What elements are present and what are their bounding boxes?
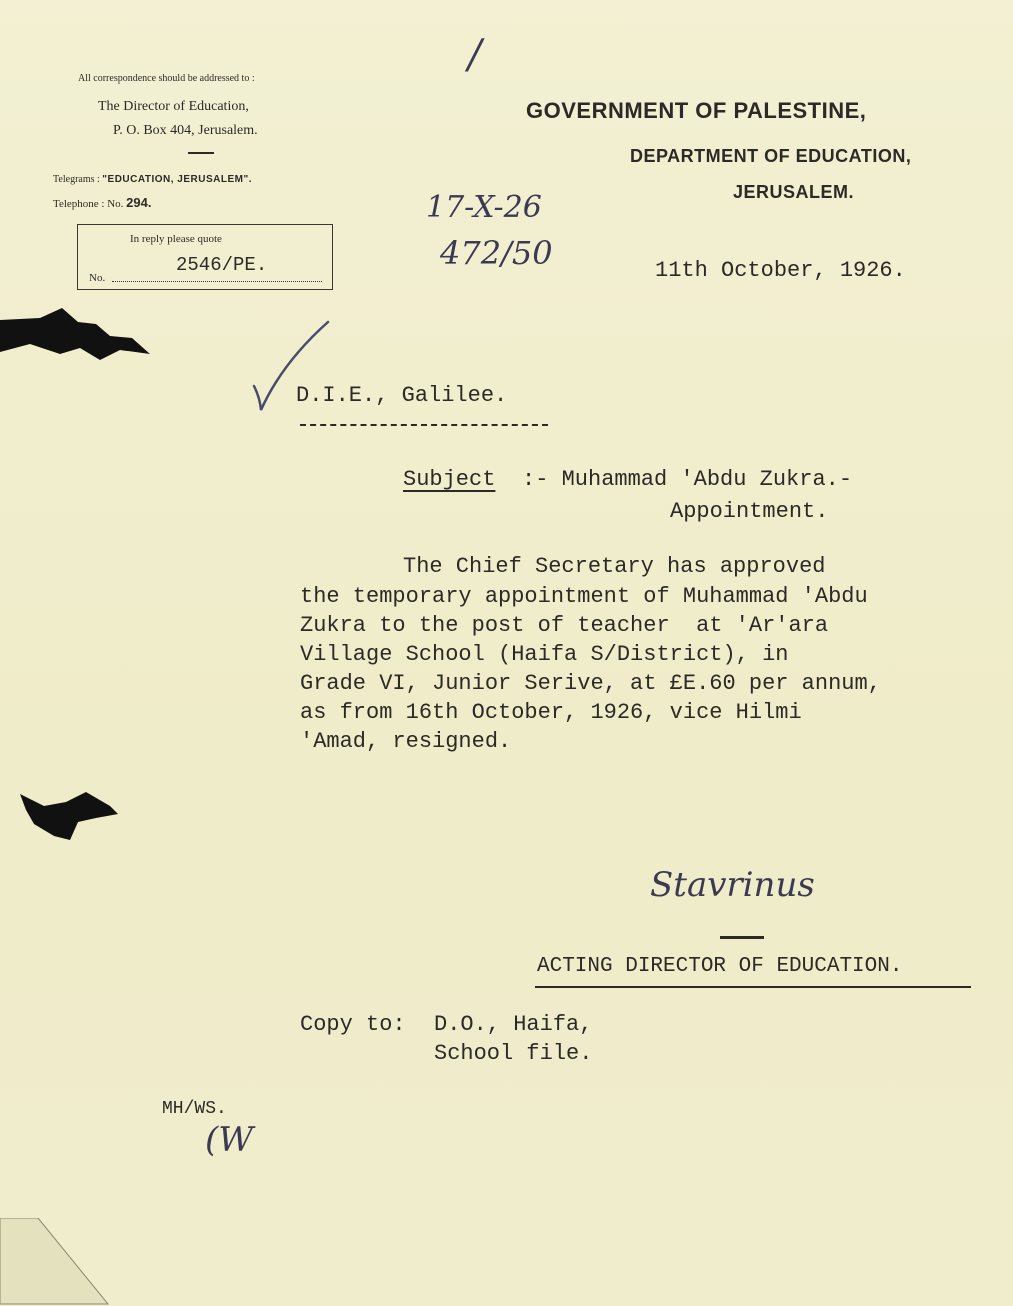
page-corner-fold	[0, 1218, 110, 1306]
binding-hole-mark	[0, 300, 160, 370]
typist-initials: MH/WS.	[162, 1099, 227, 1119]
address-line-1: The Director of Education,	[98, 99, 249, 114]
addressee-underline	[300, 424, 548, 426]
copy-recipient: School file.	[434, 1041, 593, 1066]
binding-hole-mark	[14, 782, 124, 852]
copy-to-label: Copy to:	[300, 1012, 406, 1037]
address-divider	[188, 152, 214, 154]
handwritten-signature: Stavrinus	[650, 865, 815, 905]
handwritten-date: 17-X-26	[426, 190, 542, 225]
subject-line-1: :- Muhammad 'Abdu Zukra.-	[522, 467, 853, 492]
address-line-2: P. O. Box 404, Jerusalem.	[113, 123, 258, 138]
handwritten-reference: 472/50	[440, 234, 553, 272]
body-line: Grade VI, Junior Serive, at £E.60 per annum,	[300, 671, 881, 696]
telegrams-value: "EDUCATION, JERUSALEM".	[102, 174, 252, 185]
department-heading: DEPARTMENT OF EDUCATION,	[630, 146, 912, 166]
signature-dash	[720, 936, 764, 939]
addressee: D.I.E., Galilee.	[296, 383, 508, 408]
copy-recipient: D.O., Haifa,	[434, 1012, 593, 1037]
department-city: JERUSALEM.	[733, 182, 855, 202]
reply-dotted-line	[112, 281, 322, 282]
telegrams-label: Telegrams :	[53, 174, 100, 185]
handwritten-initials: (W	[205, 1120, 254, 1160]
subject-label: Subject	[403, 467, 496, 492]
reply-label: In reply please quote	[130, 233, 222, 245]
letter-date: 11th October, 1926.	[655, 258, 906, 283]
body-line: Zukra to the post of teacher at 'Ar'ara	[300, 613, 829, 638]
body-line: as from 16th October, 1926, vice Hilmi	[300, 700, 802, 725]
body-line: the temporary appointment of Muhammad 'Abdu	[300, 584, 868, 609]
signatory-underline	[535, 986, 971, 988]
body-line: 'Amad, resigned.	[300, 729, 512, 754]
handwritten-top-mark: /	[468, 32, 482, 78]
reply-number: 2546/PE.	[176, 254, 268, 276]
government-heading: GOVERNMENT OF PALESTINE,	[526, 98, 867, 123]
subject-line-2: Appointment.	[670, 499, 829, 524]
telephone-value: 294.	[126, 195, 152, 210]
correspondence-note: All correspondence should be addressed to :	[78, 73, 255, 84]
signatory-title: ACTING DIRECTOR OF EDUCATION.	[537, 955, 903, 978]
telephone-label: Telephone : No.	[53, 198, 124, 210]
body-line: Village School (Haifa S/District), in	[300, 642, 789, 667]
telegrams-line	[53, 174, 252, 185]
body-line: The Chief Secretary has approved	[403, 554, 826, 579]
telephone-line	[53, 195, 151, 210]
reply-no-label: No.	[89, 272, 106, 284]
